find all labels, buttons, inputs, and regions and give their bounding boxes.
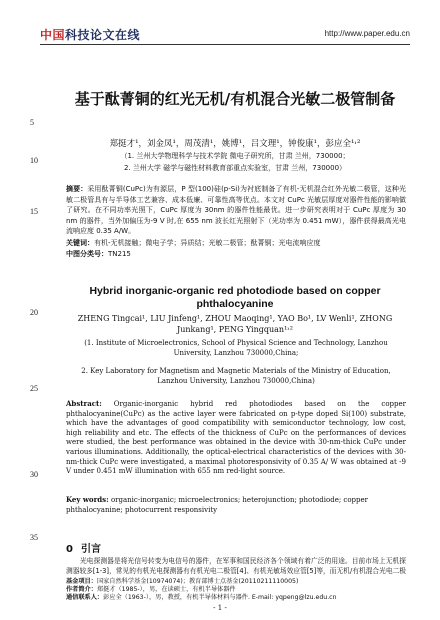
authors-chinese: 郑挺才¹，刘金凤¹，周茂清¹，姚博¹，吕文理¹，钟俊康¹，彭应全¹˒²	[109, 139, 361, 149]
page-header	[40, 26, 410, 44]
line-number: 5	[30, 118, 34, 127]
site-url[interactable]: http://www.paper.edu.cn	[324, 29, 410, 38]
affiliation-english: (1. Institute of Microelectronics, School of Physical Science and Technology, Lanzhou University, Lanzhou 730000,China;	[84, 339, 388, 357]
line-number: 35	[30, 533, 38, 542]
abstract-label: Abstract:	[66, 399, 102, 408]
abstract-chinese	[66, 184, 406, 237]
keywords-label: 关键词：	[66, 239, 94, 247]
site-logo[interactable]: 中国科技论文在线	[40, 28, 141, 42]
affiliation-chinese: （1. 兰州大学物理科学与技术学院 微电子研究所，甘肃 兰州，730000；	[120, 152, 350, 160]
keywords-label: Key words:	[66, 495, 109, 504]
affiliation-chinese: 2. 兰州大学 磁学与磁性材料教育部重点实验室，甘肃 兰州，730000）	[123, 164, 347, 172]
section-number: 0	[66, 544, 73, 555]
line-number: 20	[30, 308, 38, 317]
page-number: - 1 -	[213, 604, 227, 612]
title-english: Hybrid inorganic-organic red photodiode based on copper phthalocyanine	[89, 285, 381, 310]
authors-english: ZHENG Tingcai¹, LIU Jinfeng¹, ZHOU Maoqing¹, YAO Bo¹, LV Wenli¹, ZHONG Junkang¹, PENG Yingquan¹˒²	[77, 314, 393, 334]
keywords-english: Key words: organic-inorganic; microelectronics; heterojunction; photodiode; copper phthalocyanine; photocurrent responsivity	[66, 495, 369, 514]
line-number: 25	[30, 384, 38, 393]
abstract-text: 采用酞菁铜(CuPc)为有源层，P 型(100)硅(p-Si)为衬底制备了有机-无机混合红外光敏二极管，这种光敏二极管具有与半导体工艺兼容、成本低廉、可靠性高等优点。本文对 CuPc 光敏层厚度对器件性能的影响做了研究。在不同功率光照下，CuPc 厚度为 30nm 的器件性能最优。进一步研究表明对于 CuPc 厚度为 30 nm 的器件，当外加偏压为-9 V 时,在 655 nm 波长红光照射下（光功率为 0.451 mW），器件获得最高光电流响应度 0.35 A/W。	[66, 185, 406, 235]
line-number: 15	[30, 207, 38, 216]
abstract-text: Organic-inorganic hybrid red photodiodes based on the copper phthalocyanine(CuPc) as the active layer were fabricated on p-type doped Si(100) substrate, which have the advantages of good compatibility with semiconductor technology, low cost, high reliability and etc. The effects of the thickness of CuPc on the performances of devices were studied, the best performance was obtained in the device with 30-nm-thick CuPc under various illuminations. Additionally, the optical-electrical characteristics of the devices with 30-nm-thick CuPc were investigated, a maximal photoresponsivity of 0.35 A/ W was obtained at -9 V under 0.451 mW illumination with 655 nm red-light source.	[66, 400, 406, 476]
section-heading	[66, 540, 101, 555]
header-divider	[40, 44, 410, 45]
footnote-funding: 基金项目：国家自然科学基金(10974074)；教育部博士点基金(20110211110005)	[66, 578, 299, 585]
line-number: 30	[30, 470, 38, 479]
abstract-label: 摘要：	[66, 185, 88, 193]
classification-number: 中图分类号：TN215	[66, 250, 131, 258]
section-title: 引言	[80, 544, 101, 555]
title-chinese: 基于酞菁铜的红光无机/有机混合光敏二极管制备	[74, 90, 396, 108]
footnote-contact: 通信联系人：彭应全（1963-），男，教授，有机半导体材料与器件. E-mail: yqpeng@lzu.edu.cn	[66, 594, 337, 601]
keywords-chinese: 关键词：有机-无机接触；微电子学；异质结；光敏二极管；酞菁铜；光电流响应度	[66, 239, 321, 247]
affiliation-english: 2. Key Laboratory for Magnetism and Magnetic Materials of the Ministry of Education, Lanzhou University, Lanzhou 730000,China)	[81, 367, 391, 385]
body-paragraph: 光电探测器是将光信号转变为电信号的器件，在军事和国民经济各个领域有着广泛的用途。目前市场上无机探测器较多[1-3]，常见的有机光电探测器有有机光电二极管[4]、有机光敏场效应管[5]等，而无机/有机混合光电二极	[66, 557, 406, 575]
classification-label: 中图分类号：	[66, 250, 108, 258]
abstract-english	[66, 399, 406, 477]
line-number: 10	[30, 156, 38, 165]
footnote-author-bio: 作者简介：郑挺才（1985-），男，在读硕士，有机半导体器件	[66, 586, 236, 593]
